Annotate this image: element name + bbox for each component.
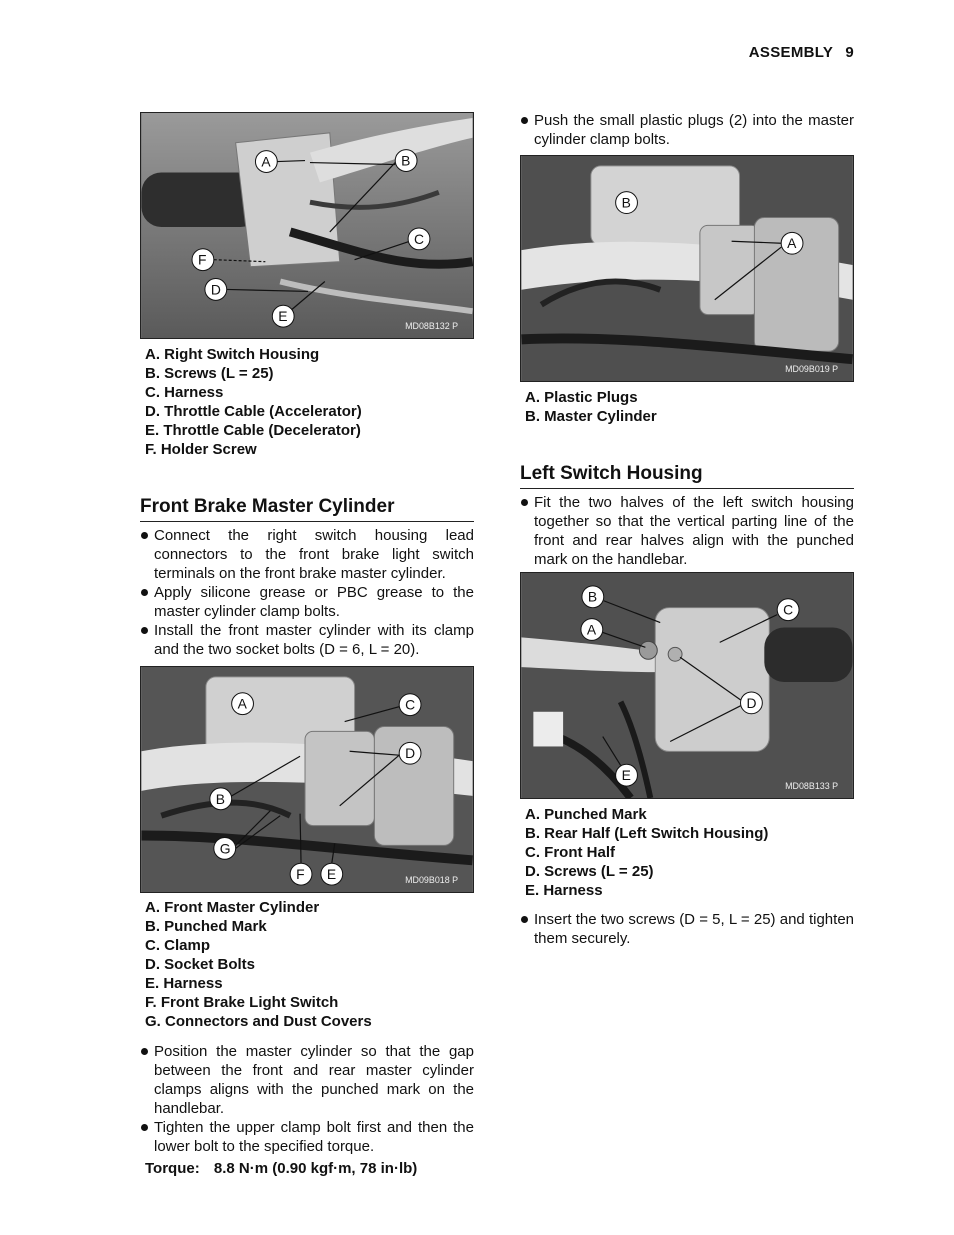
callout-c: C: [783, 601, 794, 618]
legend-item: C. Front Half: [525, 844, 615, 861]
callout-b: B: [587, 588, 598, 605]
legend-item: F. Front Brake Light Switch: [145, 994, 339, 1011]
callout-b: B: [401, 152, 411, 169]
final-step: [520, 910, 854, 948]
photo-left-switch-housing: [520, 572, 854, 799]
legend-item: B. Punched Mark: [145, 918, 267, 935]
legend-item: F. Holder Screw: [145, 441, 257, 458]
callout-c: C: [414, 230, 425, 247]
step-item: Fit the two halves of the left switch housing together so that the vertical parting line of the front and rear halves align with the punched mark on the handlebar.: [520, 493, 854, 569]
legend-item: B. Master Cylinder: [525, 408, 657, 425]
callout-g: G: [219, 840, 231, 857]
callout-a: A: [261, 153, 271, 170]
callout-a: A: [586, 621, 597, 638]
callout-b: B: [215, 790, 226, 807]
torque-spec: [145, 1160, 417, 1177]
header-section: ASSEMBLY: [748, 44, 833, 61]
legend-item: D. Screws (L = 25): [525, 863, 654, 880]
figure-left-switch-housing: [521, 573, 853, 798]
photo-front-master-cylinder: [140, 666, 474, 893]
callout-c: C: [405, 696, 416, 713]
legend-item: A. Front Master Cylinder: [145, 899, 320, 916]
page-number: 9: [845, 44, 854, 61]
photo-code: MD08B132 P: [405, 321, 459, 332]
callout-e: E: [278, 308, 288, 325]
step-item: Tighten the upper clamp bolt first and then the lower bolt to the specified torque.: [140, 1118, 474, 1156]
torque-label: Torque:: [145, 1160, 200, 1177]
legend-item: B. Rear Half (Left Switch Housing): [525, 825, 769, 842]
step-item: Apply silicone grease or PBC grease to the master cylinder clamp bolts.: [140, 583, 474, 621]
legend-item: A. Right Switch Housing: [145, 346, 320, 363]
legend-item: G. Connectors and Dust Covers: [145, 1013, 372, 1030]
front-brake-steps: [140, 526, 474, 659]
callout-d: D: [210, 281, 221, 298]
section-title-left-switch: Left Switch Housing: [520, 463, 854, 489]
callout-a: A: [237, 695, 247, 712]
callout-e: E: [621, 767, 631, 784]
legend-item: A. Plastic Plugs: [525, 389, 638, 406]
plugs-step: [520, 111, 854, 149]
step-item: Insert the two screws (D = 5, L = 25) and tighten them securely.: [520, 910, 854, 948]
step-item: Push the small plastic plugs (2) into the master cylinder clamp bolts.: [520, 111, 854, 149]
legend-fig2: [145, 898, 372, 1031]
photo-code: MD09B018 P: [405, 875, 459, 886]
photo-right-switch-housing: [140, 112, 474, 339]
photo-code: MD09B019 P: [785, 364, 839, 375]
legend-item: D. Throttle Cable (Accelerator): [145, 403, 362, 420]
callout-e: E: [326, 866, 337, 883]
callout-a: A: [787, 235, 797, 252]
page-header: [749, 44, 854, 61]
photo-code: MD08B133 P: [785, 781, 839, 792]
callout-d: D: [746, 694, 757, 711]
legend-item: C. Clamp: [145, 937, 211, 954]
legend-item: B. Screws (L = 25): [145, 365, 274, 382]
step-item: Connect the right switch housing lead connectors to the front brake light switch terminals on the front brake master cylinder.: [140, 526, 474, 583]
step-item: Install the front master cylinder with its clamp and the two socket bolts (D = 6, L = 20).: [140, 621, 474, 659]
legend-item: A. Punched Mark: [525, 806, 647, 823]
legend-item: E. Throttle Cable (Decelerator): [145, 422, 361, 439]
left-switch-step: [520, 493, 854, 569]
legend-fig1: [145, 345, 362, 459]
figure-right-switch-housing: [141, 113, 473, 338]
callout-f: F: [197, 251, 207, 268]
step-item: Position the master cylinder so that the gap between the front and rear master cylinder clamps aligns with the punched mark on the handlebar.: [140, 1042, 474, 1118]
legend-fig4: [525, 805, 768, 900]
photo-plastic-plugs: [520, 155, 854, 382]
front-brake-steps-after: [140, 1042, 474, 1156]
legend-item: C. Harness: [145, 384, 224, 401]
callout-d: D: [405, 745, 416, 762]
figure-plastic-plugs: [521, 156, 853, 381]
legend-item: E. Harness: [145, 975, 223, 992]
callout-f: F: [296, 866, 305, 883]
legend-item: E. Harness: [525, 882, 603, 899]
callout-b: B: [621, 194, 631, 211]
torque-value: 8.8 N·m (0.90 kgf·m, 78 in·lb): [213, 1160, 418, 1177]
section-title-front-brake: Front Brake Master Cylinder: [140, 496, 474, 522]
figure-front-master-cylinder: [141, 667, 473, 892]
legend-item: D. Socket Bolts: [145, 956, 256, 973]
legend-fig3: [525, 388, 657, 426]
